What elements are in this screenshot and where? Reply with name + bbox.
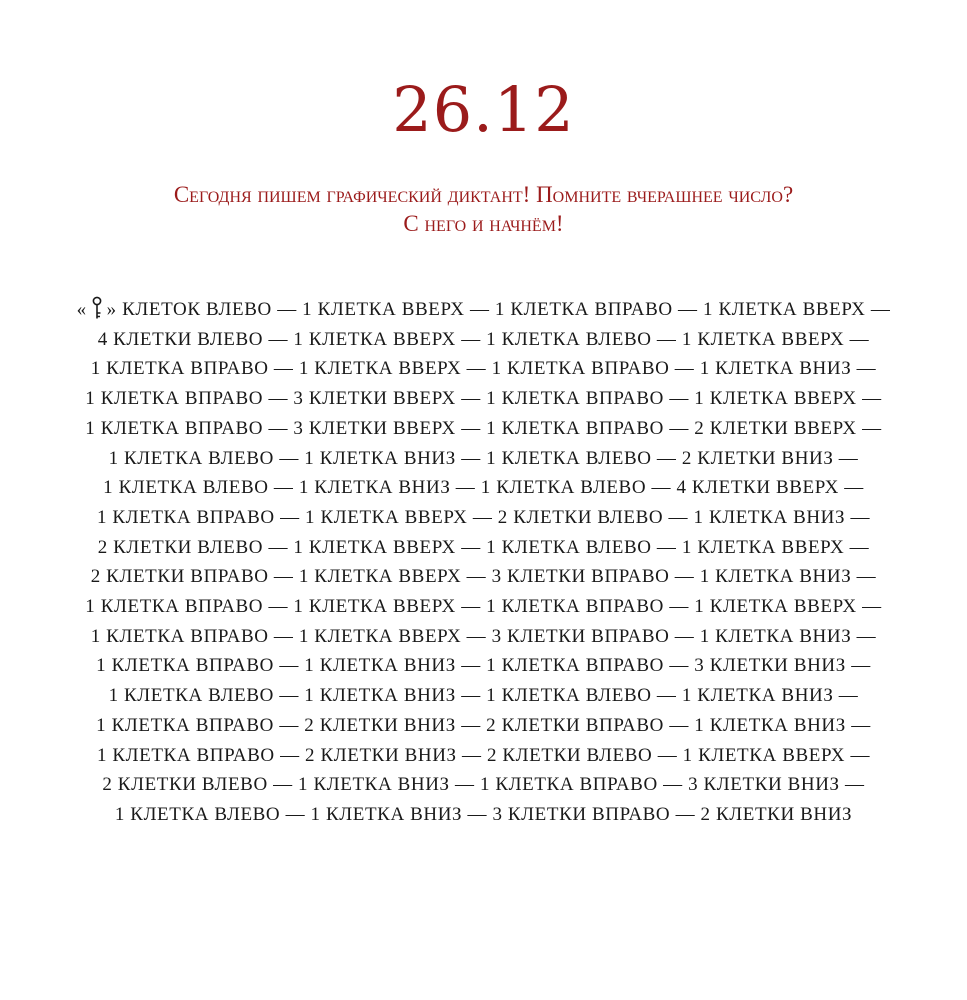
dictation-row-0-text: КЛЕТОК ВЛЕВО — 1 КЛЕТКА ВВЕРХ — 1 КЛЕТКА ВПРАВО — 1 КЛЕТКА ВВЕРХ — [122,299,891,320]
dictation-row: 2 КЛЕТКИ ВПРАВО — 1 КЛЕТКА ВВЕРХ — 3 КЛЕТКИ ВПРАВО — 1 КЛЕТКА ВНИЗ — [90,566,877,588]
dictation-row: 1 КЛЕТКА ВПРАВО — 3 КЛЕТКИ ВВЕРХ — 1 КЛЕТКА ВПРАВО — 2 КЛЕТКИ ВВЕРХ — [85,417,882,439]
dictation-row: 1 КЛЕТКА ВПРАВО — 1 КЛЕТКА ВВЕРХ — 2 КЛЕТКИ ВЛЕВО — 1 КЛЕТКА ВНИЗ — [96,506,871,528]
key-icon [90,296,104,320]
open-quote: « [76,299,87,320]
dictation-row: 1 КЛЕТКА ВПРАВО — 1 КЛЕТКА ВВЕРХ — 3 КЛЕТКИ ВПРАВО — 1 КЛЕТКА ВНИЗ — [90,625,877,647]
dictation-row: 1 КЛЕТКА ВПРАВО — 3 КЛЕТКИ ВВЕРХ — 1 КЛЕТКА ВПРАВО — 1 КЛЕТКА ВВЕРХ — [85,388,882,410]
dictation-row: 2 КЛЕТКИ ВЛЕВО — 1 КЛЕТКА ВНИЗ — 1 КЛЕТКА ВПРАВО — 3 КЛЕТКИ ВНИЗ — [102,774,865,796]
dictation-row: 1 КЛЕТКА ВЛЕВО — 1 КЛЕТКА ВНИЗ — 1 КЛЕТКА ВЛЕВО — 1 КЛЕТКА ВНИЗ — [108,685,859,707]
dictation-row: 2 КЛЕТКИ ВЛЕВО — 1 КЛЕТКА ВВЕРХ — 1 КЛЕТКА ВЛЕВО — 1 КЛЕТКА ВВЕРХ — [97,536,870,558]
close-quote: » [106,299,117,320]
dictation-row: 1 КЛЕТКА ВПРАВО — 2 КЛЕТКИ ВНИЗ — 2 КЛЕТКИ ВЛЕВО — 1 КЛЕТКА ВВЕРХ — [96,744,871,766]
intro-line-2: С него и начнём! [403,211,564,236]
dictation-row: 1 КЛЕТКА ВПРАВО — 2 КЛЕТКИ ВНИЗ — 2 КЛЕТКИ ВПРАВО — 1 КЛЕТКА ВНИЗ — [96,714,871,736]
dictation-text [0,295,967,830]
dictation-row-0 [0,295,967,325]
dictation-row: 1 КЛЕТКА ВЛЕВО — 1 КЛЕТКА ВНИЗ — 1 КЛЕТКА ВЛЕВО — 4 КЛЕТКИ ВВЕРХ — [103,477,864,499]
dictation-row: 1 КЛЕТКА ВПРАВО — 1 КЛЕТКА ВНИЗ — 1 КЛЕТКА ВПРАВО — 3 КЛЕТКИ ВНИЗ — [96,655,871,677]
intro-line-1: Сегодня пишем графический диктант! Помните вчерашнее число? [173,182,794,207]
dictation-row: 1 КЛЕТКА ВПРАВО — 1 КЛЕТКА ВВЕРХ — 1 КЛЕТКА ВПРАВО — 1 КЛЕТКА ВВЕРХ — [85,596,882,618]
dictation-row: 1 КЛЕТКА ВЛЕВО — 1 КЛЕТКА ВНИЗ — 3 КЛЕТКИ ВПРАВО — 2 КЛЕТКИ ВНИЗ [114,803,853,825]
dictation-row: 4 КЛЕТКИ ВЛЕВО — 1 КЛЕТКА ВВЕРХ — 1 КЛЕТКА ВЛЕВО — 1 КЛЕТКА ВВЕРХ — [97,328,870,350]
dictation-row: 1 КЛЕТКА ВЛЕВО — 1 КЛЕТКА ВНИЗ — 1 КЛЕТКА ВЛЕВО — 2 КЛЕТКИ ВНИЗ — [108,447,859,469]
dictation-row: 1 КЛЕТКА ВПРАВО — 1 КЛЕТКА ВВЕРХ — 1 КЛЕТКА ВПРАВО — 1 КЛЕТКА ВНИЗ — [90,358,877,380]
page-title: 26.12 [392,73,575,146]
intro-text [0,180,967,238]
